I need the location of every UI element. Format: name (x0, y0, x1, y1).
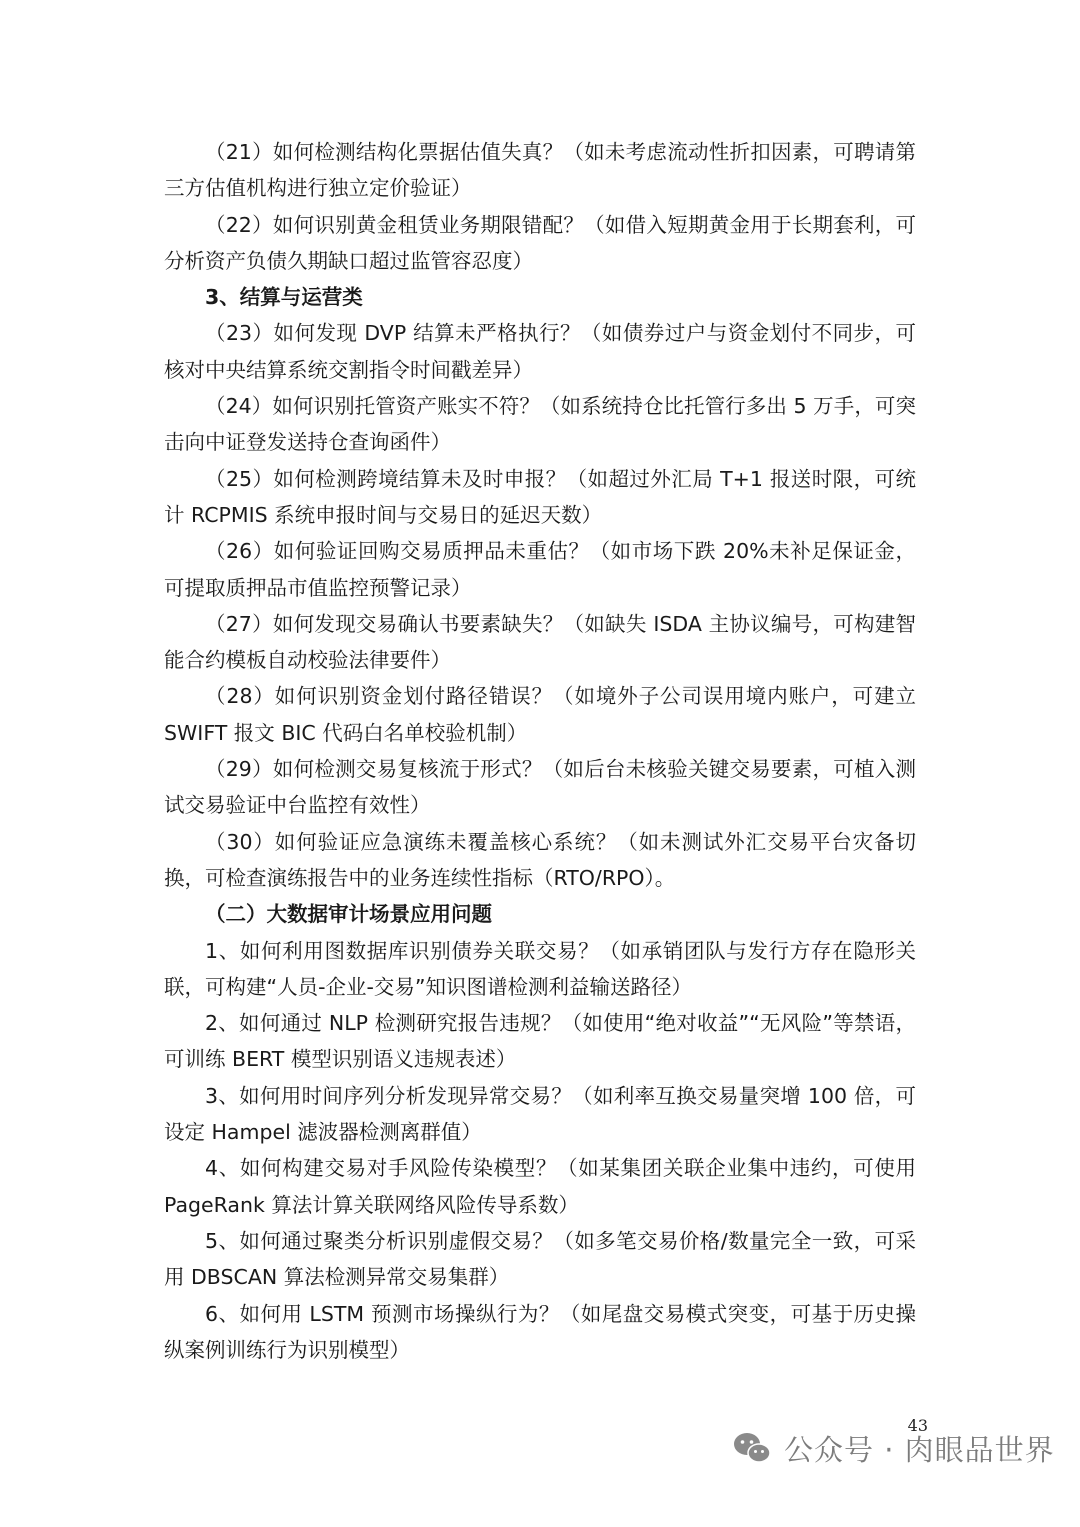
item-24: （24）如何识别托管资产账实不符？（如系统持仓比托管行多出 5 万手，可突击向中证登发送持仓查询函件） (164, 394, 916, 455)
item-28: （28）如何识别资金划付路径错误？（如境外子公司误用境内账户，可建立 SWIFT 报文 BIC 代码白名单校验机制） (164, 684, 916, 745)
item-26: （26）如何验证回购交易质押品未重估？（如市场下跌 20%未补足保证金，可提取质押品市值监控预警记录） (164, 539, 916, 600)
bigdata-item-6: 6、如何用 LSTM 预测市场操纵行为？（如尾盘交易模式突变，可基于历史操纵案例训练行为识别模型） (164, 1301, 916, 1362)
item-21: （21）如何检测结构化票据估值失真？（如未考虑流动性折扣因素，可聘请第三方估值机构进行独立定价验证） (164, 140, 916, 201)
item-30: （30）如何验证应急演练未覆盖核心系统？（如未测试外汇交易平台灾备切换，可检查演练报告中的业务连续性指标（RTO/RPO）。 (164, 829, 916, 890)
document-body (164, 134, 916, 1368)
item-25: （25）如何检测跨境结算未及时申报？（如超过外汇局 T+1 报送时限，可统计 RCPMIS 系统申报时间与交易日的延迟天数） (164, 466, 916, 527)
bigdata-item-3: 3、如何用时间序列分析发现异常交易？（如利率互换交易量突增 100 倍，可设定 Hampel 滤波器检测离群值） (164, 1083, 916, 1145)
bigdata-item-1: 1、如何利用图数据库识别债券关联交易？（如承销团队与发行方存在隐形关联，可构建“人员-企业-交易”知识图谱检测利益输送路径） (164, 938, 916, 999)
section-3-heading: 3、结算与运营类 (205, 285, 363, 310)
watermark-text: 公众号 · 肉眼品世界 (784, 1432, 1055, 1467)
item-27: （27）如何发现交易确认书要素缺失？（如缺失 ISDA 主协议编号，可构建智能合约模板自动校验法律要件） (164, 611, 916, 673)
bigdata-item-2: 2、如何通过 NLP 检测研究报告违规？（如使用“绝对收益”“无风险”等禁语，可训练 BERT 模型识别语义违规表述） (164, 1011, 916, 1072)
section-2-heading: （二）大数据审计场景应用问题 (205, 902, 492, 927)
bigdata-item-4: 4、如何构建交易对手风险传染模型？（如某集团关联企业集中违约，可使用 PageRank 算法计算关联网络风险传导系数） (164, 1156, 916, 1217)
item-22: （22）如何识别黄金租赁业务期限错配？（如借入短期黄金用于长期套利，可分析资产负债久期缺口超过监管容忍度） (164, 212, 916, 273)
page-number: 43 (907, 1416, 928, 1435)
wechat-icon (732, 1431, 772, 1465)
watermark (732, 1424, 1055, 1472)
item-23: （23）如何发现 DVP 结算未严格执行？（如债券过户与资金划付不同步，可核对中央结算系统交割指令时间戳差异） (164, 321, 916, 382)
bigdata-item-5: 5、如何通过聚类分析识别虚假交易？（如多笔交易价格/数量完全一致，可采用 DBSCAN 算法检测异常交易集群） (164, 1228, 916, 1290)
item-29: （29）如何检测交易复核流于形式？（如后台未核验关键交易要素，可植入测试交易验证中台监控有效性） (164, 757, 916, 818)
